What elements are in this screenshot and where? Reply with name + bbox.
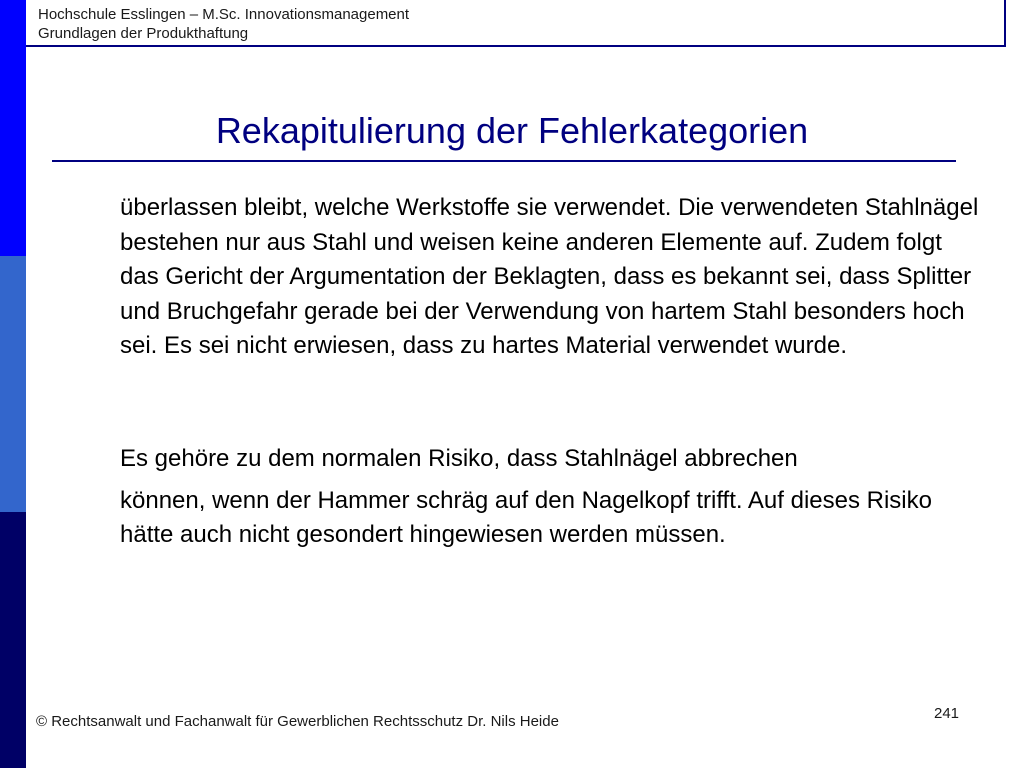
slide-title: Rekapitulierung der Fehlerkategorien: [215, 110, 809, 151]
side-bar-segment-middle: [0, 256, 26, 512]
page-number: 241: [934, 705, 960, 722]
body-paragraph: können, wenn der Hammer schräg auf den Nagelkopf trifft. Auf dieses Risiko hätte auch nicht gesondert hingewiesen werden müssen.: [120, 487, 932, 548]
header-divider-edge: [1004, 0, 1006, 47]
title-underline: [52, 160, 956, 162]
header-divider: [26, 45, 1006, 47]
body-paragraph: Es gehöre zu dem normalen Risiko, dass Stahlnägel abbrechen: [120, 445, 798, 472]
side-bar-segment-bottom: [0, 512, 26, 768]
header-course: Hochschule Esslingen – M.Sc. Innovationsmanagement: [38, 6, 410, 23]
footer-copyright: © Rechtsanwalt und Fachanwalt für Gewerblichen Rechtsschutz Dr. Nils Heide: [36, 713, 559, 730]
slide-header: [38, 5, 409, 43]
body-paragraph: überlassen bleibt, welche Werkstoffe sie verwendet. Die verwendeten Stahlnägel bestehen nur aus Stahl und weisen keine anderen Elemente auf. Zudem folgt das Gericht der Argumentation der Beklagten, dass es bekannt sei, dass Splitter und Bruchgefahr gerade bei der Verwendung von hartem Stahl besonders hoch sei. Es sei nicht erwiesen, dass zu hartes Material verwendet wurde.: [120, 194, 979, 360]
header-topic: Grundlagen der Produkthaftung: [38, 25, 249, 42]
